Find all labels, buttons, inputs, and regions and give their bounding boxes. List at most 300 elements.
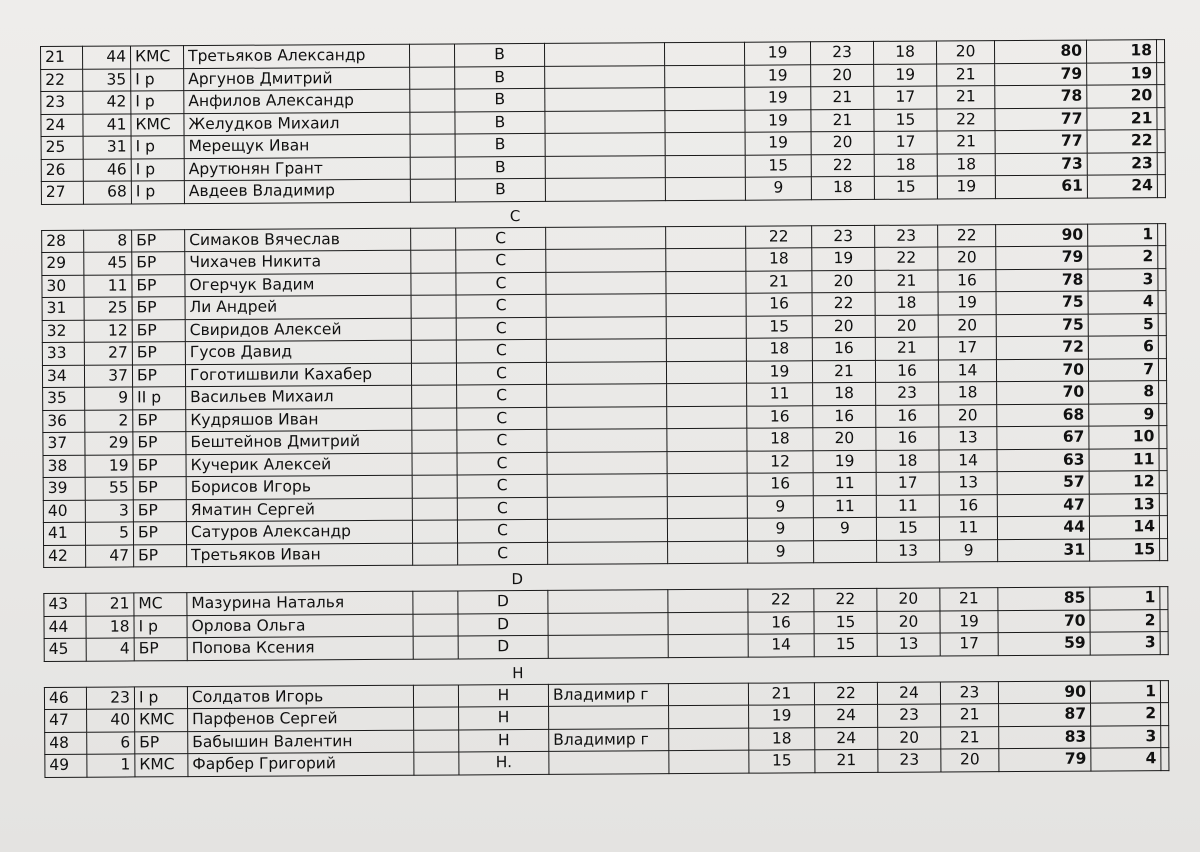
- score-1-cell: 9: [745, 177, 811, 200]
- empty-cell: [412, 475, 457, 498]
- empty-cell: [666, 271, 746, 294]
- empty-cell: [1159, 493, 1167, 516]
- score-4-cell: 13: [939, 472, 997, 495]
- empty-cell: [1158, 291, 1166, 314]
- empty-cell: [1158, 246, 1166, 269]
- bib-number-cell: 37: [84, 364, 132, 387]
- empty-cell: [411, 362, 456, 385]
- sport-rank-cell: БР: [134, 638, 187, 661]
- score-1-cell: 12: [747, 450, 813, 473]
- city-cell: [546, 361, 666, 384]
- city-cell: [546, 294, 666, 317]
- empty-cell: [1157, 175, 1165, 198]
- empty-cell: [412, 497, 457, 520]
- bib-number-cell: 35: [83, 68, 131, 91]
- bib-number-cell: 45: [84, 252, 132, 275]
- empty-cell: [1158, 358, 1166, 381]
- score-4-cell: 21: [937, 86, 995, 109]
- score-4-cell: 16: [938, 269, 996, 292]
- empty-cell: [1159, 403, 1167, 426]
- empty-cell: [1157, 62, 1165, 85]
- bib-number-cell: 6: [87, 731, 135, 754]
- place-cell: 4: [1088, 291, 1158, 314]
- place-cell: 18: [1086, 40, 1156, 63]
- empty-cell: [666, 293, 746, 316]
- empty-cell: [414, 729, 459, 752]
- place-cell: 19: [1087, 62, 1157, 85]
- empty-cell: [665, 132, 745, 155]
- empty-cell: [667, 451, 747, 474]
- bib-number-cell: 27: [84, 342, 132, 365]
- empty-cell: [668, 589, 748, 612]
- score-3-cell: 20: [878, 727, 941, 750]
- row-number-cell: 44: [44, 616, 86, 639]
- score-2-cell: 16: [812, 337, 875, 360]
- empty-cell: [666, 338, 746, 361]
- city-cell: [547, 384, 667, 407]
- score-4-cell: 17: [938, 337, 996, 360]
- city-cell: [547, 474, 667, 497]
- score-1-cell: 19: [745, 64, 811, 87]
- score-1-cell: 22: [748, 589, 814, 612]
- row-number-cell: 29: [42, 252, 84, 275]
- empty-cell: [664, 42, 744, 65]
- sport-rank-cell: I р: [131, 181, 184, 204]
- athlete-name-cell: Свиридов Алексей: [185, 318, 411, 342]
- total-score-cell: 73: [995, 153, 1087, 176]
- score-1-cell: 19: [745, 109, 811, 132]
- score-4-cell: 19: [938, 292, 996, 315]
- empty-cell: [414, 707, 459, 730]
- score-2-cell: 16: [813, 405, 876, 428]
- sport-rank-cell: БР: [133, 454, 186, 477]
- empty-cell: [668, 683, 748, 706]
- athlete-name-cell: Симаков Вячеслав: [185, 228, 411, 252]
- score-2-cell: 22: [811, 154, 874, 177]
- row-number-cell: 38: [43, 455, 85, 478]
- class-cell: C: [456, 227, 546, 250]
- sport-rank-cell: БР: [132, 319, 185, 342]
- empty-cell: [667, 496, 747, 519]
- bib-number-cell: 41: [83, 113, 131, 136]
- score-1-cell: 19: [746, 360, 812, 383]
- sport-rank-cell: БР: [135, 731, 188, 754]
- city-cell: [545, 133, 665, 156]
- sport-rank-cell: I р: [131, 68, 184, 91]
- city-cell: [546, 339, 666, 362]
- athlete-name-cell: Попова Ксения: [187, 636, 413, 660]
- bib-number-cell: 19: [85, 454, 133, 477]
- empty-cell: [1161, 725, 1169, 748]
- empty-cell: [1159, 381, 1167, 404]
- city-cell: [548, 541, 668, 564]
- total-score-cell: 59: [998, 632, 1090, 655]
- place-cell: 5: [1088, 313, 1158, 336]
- score-2-cell: 22: [814, 588, 877, 611]
- empty-cell: [409, 44, 454, 67]
- score-4-cell: 22: [937, 108, 995, 131]
- bib-number-cell: 29: [85, 432, 133, 455]
- score-4-cell: 22: [938, 224, 996, 247]
- score-4-cell: 20: [938, 247, 996, 270]
- empty-cell: [410, 134, 455, 157]
- athlete-name-cell: Борисов Игорь: [186, 475, 412, 499]
- class-cell: C: [456, 294, 546, 317]
- score-2-cell: 24: [815, 727, 878, 750]
- city-cell: [546, 226, 666, 249]
- score-1-cell: 18: [746, 248, 812, 271]
- bib-number-cell: 23: [86, 686, 134, 709]
- athlete-name-cell: Анфилов Александр: [184, 89, 410, 113]
- empty-cell: [1157, 85, 1165, 108]
- empty-cell: [413, 542, 458, 565]
- athlete-name-cell: Фарбер Григорий: [188, 752, 414, 776]
- total-score-cell: 79: [996, 246, 1088, 269]
- place-cell: 3: [1088, 268, 1158, 291]
- empty-cell: [1159, 471, 1167, 494]
- score-2-cell: 20: [811, 64, 874, 87]
- bib-number-cell: 12: [84, 319, 132, 342]
- row-number-cell: 23: [41, 91, 83, 114]
- group-header-label: C: [509, 206, 521, 225]
- class-cell: H: [459, 706, 549, 729]
- score-3-cell: 23: [878, 704, 941, 727]
- empty-cell: [667, 428, 747, 451]
- empty-cell: [1160, 538, 1168, 561]
- score-2-cell: 21: [811, 109, 874, 132]
- bib-number-cell: 68: [83, 181, 131, 204]
- place-cell: 3: [1091, 725, 1161, 748]
- score-1-cell: 11: [747, 383, 813, 406]
- score-2-cell: 23: [812, 225, 875, 248]
- score-2-cell: 20: [812, 315, 875, 338]
- athlete-name-cell: Васильев Михаил: [186, 385, 412, 409]
- empty-cell: [410, 66, 455, 89]
- results-sheet: [40, 39, 1168, 777]
- sport-rank-cell: БР: [133, 499, 186, 522]
- score-4-cell: 16: [939, 494, 997, 517]
- city-cell: [545, 155, 665, 178]
- class-cell: B: [455, 178, 545, 201]
- row-number-cell: 40: [43, 500, 85, 523]
- athlete-name-cell: Бабышин Валентин: [188, 730, 414, 754]
- empty-cell: [1161, 748, 1169, 771]
- athlete-name-cell: Кудряшов Иван: [186, 408, 412, 432]
- row-number-cell: 32: [42, 320, 84, 343]
- sport-rank-cell: БР: [133, 409, 186, 432]
- row-number-cell: 45: [44, 638, 86, 661]
- city-cell: [547, 451, 667, 474]
- score-3-cell: 20: [875, 315, 938, 338]
- empty-cell: [1157, 107, 1165, 130]
- athlete-name-cell: Кучерик Алексей: [186, 453, 412, 477]
- empty-cell: [1156, 40, 1164, 63]
- empty-cell: [413, 591, 458, 614]
- athlete-name-cell: Ли Андрей: [185, 295, 411, 319]
- results-table: [41, 223, 1168, 568]
- score-3-cell: 20: [877, 611, 940, 634]
- empty-cell: [667, 473, 747, 496]
- athlete-name-cell: Третьяков Иван: [187, 543, 413, 567]
- sport-rank-cell: БР: [133, 522, 186, 545]
- place-cell: 13: [1089, 493, 1159, 516]
- score-2-cell: 22: [814, 682, 877, 705]
- bib-number-cell: 5: [85, 522, 133, 545]
- group-header-label: D: [511, 570, 524, 589]
- sport-rank-cell: БР: [134, 544, 187, 567]
- score-2-cell: 21: [811, 86, 874, 109]
- score-3-cell: 24: [877, 682, 940, 705]
- place-cell: 6: [1088, 336, 1158, 359]
- score-3-cell: 17: [874, 131, 937, 154]
- sport-rank-cell: I р: [134, 686, 187, 709]
- place-cell: 1: [1088, 223, 1158, 246]
- total-score-cell: 70: [998, 610, 1090, 633]
- row-number-cell: 46: [44, 687, 86, 710]
- score-4-cell: 21: [937, 131, 995, 154]
- row-number-cell: 22: [41, 69, 83, 92]
- bib-number-cell: 2: [85, 409, 133, 432]
- score-4-cell: 18: [939, 382, 997, 405]
- total-score-cell: 79: [999, 748, 1091, 771]
- class-cell: C: [456, 362, 546, 385]
- empty-cell: [668, 634, 748, 657]
- city-cell: [547, 519, 667, 542]
- place-cell: 8: [1089, 381, 1159, 404]
- empty-cell: [412, 407, 457, 430]
- score-3-cell: 23: [875, 225, 938, 248]
- athlete-name-cell: Парфенов Сергей: [188, 707, 414, 731]
- row-number-cell: 49: [45, 754, 87, 777]
- empty-cell: [1160, 587, 1168, 610]
- athlete-name-cell: Третьяков Александр: [184, 44, 410, 68]
- score-2-cell: 21: [812, 360, 875, 383]
- city-cell: [547, 406, 667, 429]
- place-cell: 10: [1089, 426, 1159, 449]
- score-3-cell: 11: [876, 495, 939, 518]
- total-score-cell: 72: [996, 336, 1088, 359]
- empty-cell: [410, 111, 455, 134]
- sport-rank-cell: I р: [131, 91, 184, 114]
- class-cell: C: [457, 429, 547, 452]
- empty-cell: [410, 156, 455, 179]
- empty-cell: [412, 385, 457, 408]
- score-2-cell: 20: [813, 427, 876, 450]
- sport-rank-cell: КМС: [131, 113, 184, 136]
- empty-cell: [414, 752, 459, 775]
- total-score-cell: 80: [994, 40, 1086, 63]
- score-1-cell: 16: [748, 611, 814, 634]
- total-score-cell: 90: [998, 681, 1090, 704]
- empty-cell: [669, 750, 749, 773]
- athlete-name-cell: Желудков Михаил: [184, 112, 410, 136]
- sport-rank-cell: КМС: [131, 46, 184, 69]
- total-score-cell: 63: [997, 449, 1089, 472]
- athlete-name-cell: Гусов Давид: [185, 340, 411, 364]
- total-score-cell: 31: [998, 539, 1090, 562]
- empty-cell: [668, 541, 748, 564]
- empty-cell: [1158, 313, 1166, 336]
- bib-number-cell: 47: [86, 544, 134, 567]
- class-cell: H.: [459, 751, 549, 774]
- empty-cell: [665, 155, 745, 178]
- score-1-cell: 19: [744, 42, 810, 65]
- city-cell: [548, 590, 668, 613]
- empty-cell: [413, 636, 458, 659]
- total-score-cell: 85: [998, 587, 1090, 610]
- place-cell: 2: [1090, 609, 1160, 632]
- row-number-cell: 35: [43, 387, 85, 410]
- total-score-cell: 70: [997, 381, 1089, 404]
- row-number-cell: 27: [41, 181, 83, 204]
- total-score-cell: 78: [996, 269, 1088, 292]
- empty-cell: [411, 272, 456, 295]
- score-1-cell: 21: [748, 682, 814, 705]
- score-3-cell: 21: [875, 337, 938, 360]
- place-cell: 23: [1087, 152, 1157, 175]
- score-4-cell: 20: [941, 749, 999, 772]
- score-4-cell: 20: [936, 41, 994, 64]
- athlete-name-cell: Солдатов Игорь: [187, 685, 413, 709]
- empty-cell: [667, 518, 747, 541]
- empty-cell: [667, 406, 747, 429]
- place-cell: 12: [1089, 471, 1159, 494]
- row-number-cell: 36: [43, 410, 85, 433]
- total-score-cell: 47: [997, 494, 1089, 517]
- total-score-cell: 57: [997, 471, 1089, 494]
- score-4-cell: 21: [941, 726, 999, 749]
- city-cell: [549, 751, 669, 774]
- score-2-cell: 15: [814, 633, 877, 656]
- sport-rank-cell: I р: [134, 615, 187, 638]
- empty-cell: [412, 430, 457, 453]
- score-3-cell: 18: [876, 450, 939, 473]
- total-score-cell: 90: [996, 224, 1088, 247]
- row-number-cell: 24: [41, 114, 83, 137]
- score-1-cell: 16: [746, 293, 812, 316]
- athlete-name-cell: Авдеев Владимир: [184, 179, 410, 203]
- class-cell: C: [457, 407, 547, 430]
- score-2-cell: 24: [815, 704, 878, 727]
- total-score-cell: 68: [997, 404, 1089, 427]
- bib-number-cell: 40: [87, 709, 135, 732]
- row-number-cell: 28: [42, 230, 84, 253]
- score-1-cell: 19: [749, 705, 815, 728]
- place-cell: 22: [1087, 130, 1157, 153]
- athlete-name-cell: Орлова Ольга: [187, 614, 413, 638]
- score-1-cell: 18: [747, 428, 813, 451]
- bib-number-cell: 18: [86, 615, 134, 638]
- class-cell: B: [454, 43, 544, 66]
- sport-rank-cell: БР: [132, 229, 185, 252]
- total-score-cell: 61: [995, 175, 1087, 198]
- score-3-cell: 17: [874, 86, 937, 109]
- empty-cell: [1157, 130, 1165, 153]
- city-cell: [545, 110, 665, 133]
- score-2-cell: 15: [814, 611, 877, 634]
- empty-cell: [665, 65, 745, 88]
- class-cell: B: [455, 66, 545, 89]
- athlete-name-cell: Гоготишвили Кахабер: [185, 363, 411, 387]
- score-3-cell: 16: [875, 360, 938, 383]
- row-number-cell: 33: [42, 342, 84, 365]
- score-2-cell: 19: [812, 247, 875, 270]
- row-number-cell: 30: [42, 275, 84, 298]
- place-cell: 1: [1090, 680, 1160, 703]
- class-cell: B: [455, 133, 545, 156]
- score-3-cell: 21: [875, 270, 938, 293]
- athlete-name-cell: Аргунов Дмитрий: [184, 67, 410, 91]
- empty-cell: [1160, 680, 1168, 703]
- empty-cell: [665, 177, 745, 200]
- empty-cell: [665, 87, 745, 110]
- class-cell: D: [458, 590, 548, 613]
- row-number-cell: 48: [45, 732, 87, 755]
- score-2-cell: 21: [815, 749, 878, 772]
- class-cell: B: [455, 156, 545, 179]
- empty-cell: [411, 295, 456, 318]
- place-cell: 14: [1089, 516, 1159, 539]
- score-4-cell: 14: [938, 359, 996, 382]
- total-score-cell: 67: [997, 426, 1089, 449]
- athlete-name-cell: Сатуров Александр: [186, 520, 412, 544]
- place-cell: 2: [1091, 703, 1161, 726]
- place-cell: 2: [1088, 246, 1158, 269]
- empty-cell: [411, 317, 456, 340]
- place-cell: 3: [1090, 632, 1160, 655]
- score-3-cell: 18: [873, 41, 936, 64]
- city-cell: Владимир г: [549, 728, 669, 751]
- score-3-cell: 18: [874, 154, 937, 177]
- sport-rank-cell: БР: [133, 432, 186, 455]
- score-1-cell: 15: [745, 154, 811, 177]
- class-cell: C: [456, 272, 546, 295]
- score-1-cell: 15: [749, 750, 815, 773]
- sport-rank-cell: БР: [132, 274, 185, 297]
- row-number-cell: 26: [41, 159, 83, 182]
- city-cell: [545, 178, 665, 201]
- city-cell: [548, 635, 668, 658]
- sport-rank-cell: I р: [131, 158, 184, 181]
- total-score-cell: 78: [995, 85, 1087, 108]
- athlete-name-cell: Чихачев Никита: [185, 250, 411, 274]
- bib-number-cell: 46: [83, 158, 131, 181]
- row-number-cell: 41: [43, 522, 85, 545]
- score-3-cell: 20: [877, 588, 940, 611]
- bib-number-cell: 44: [83, 46, 131, 69]
- score-1-cell: 9: [747, 518, 813, 541]
- row-number-cell: 25: [41, 136, 83, 159]
- sport-rank-cell: БР: [133, 477, 186, 500]
- score-2-cell: 9: [813, 517, 876, 540]
- sport-rank-cell: БР: [132, 342, 185, 365]
- score-1-cell: 9: [748, 540, 814, 563]
- score-3-cell: 19: [874, 64, 937, 87]
- class-cell: C: [458, 542, 548, 565]
- score-2-cell: 11: [813, 495, 876, 518]
- empty-cell: [410, 179, 455, 202]
- empty-cell: [669, 705, 749, 728]
- place-cell: 11: [1089, 448, 1159, 471]
- sport-rank-cell: БР: [132, 364, 185, 387]
- score-4-cell: 11: [939, 517, 997, 540]
- city-cell: Владимир г: [548, 683, 668, 706]
- empty-cell: [412, 520, 457, 543]
- class-cell: B: [455, 88, 545, 111]
- score-2-cell: 23: [810, 41, 873, 64]
- athlete-name-cell: Мерещук Иван: [184, 134, 410, 158]
- empty-cell: [1158, 223, 1166, 246]
